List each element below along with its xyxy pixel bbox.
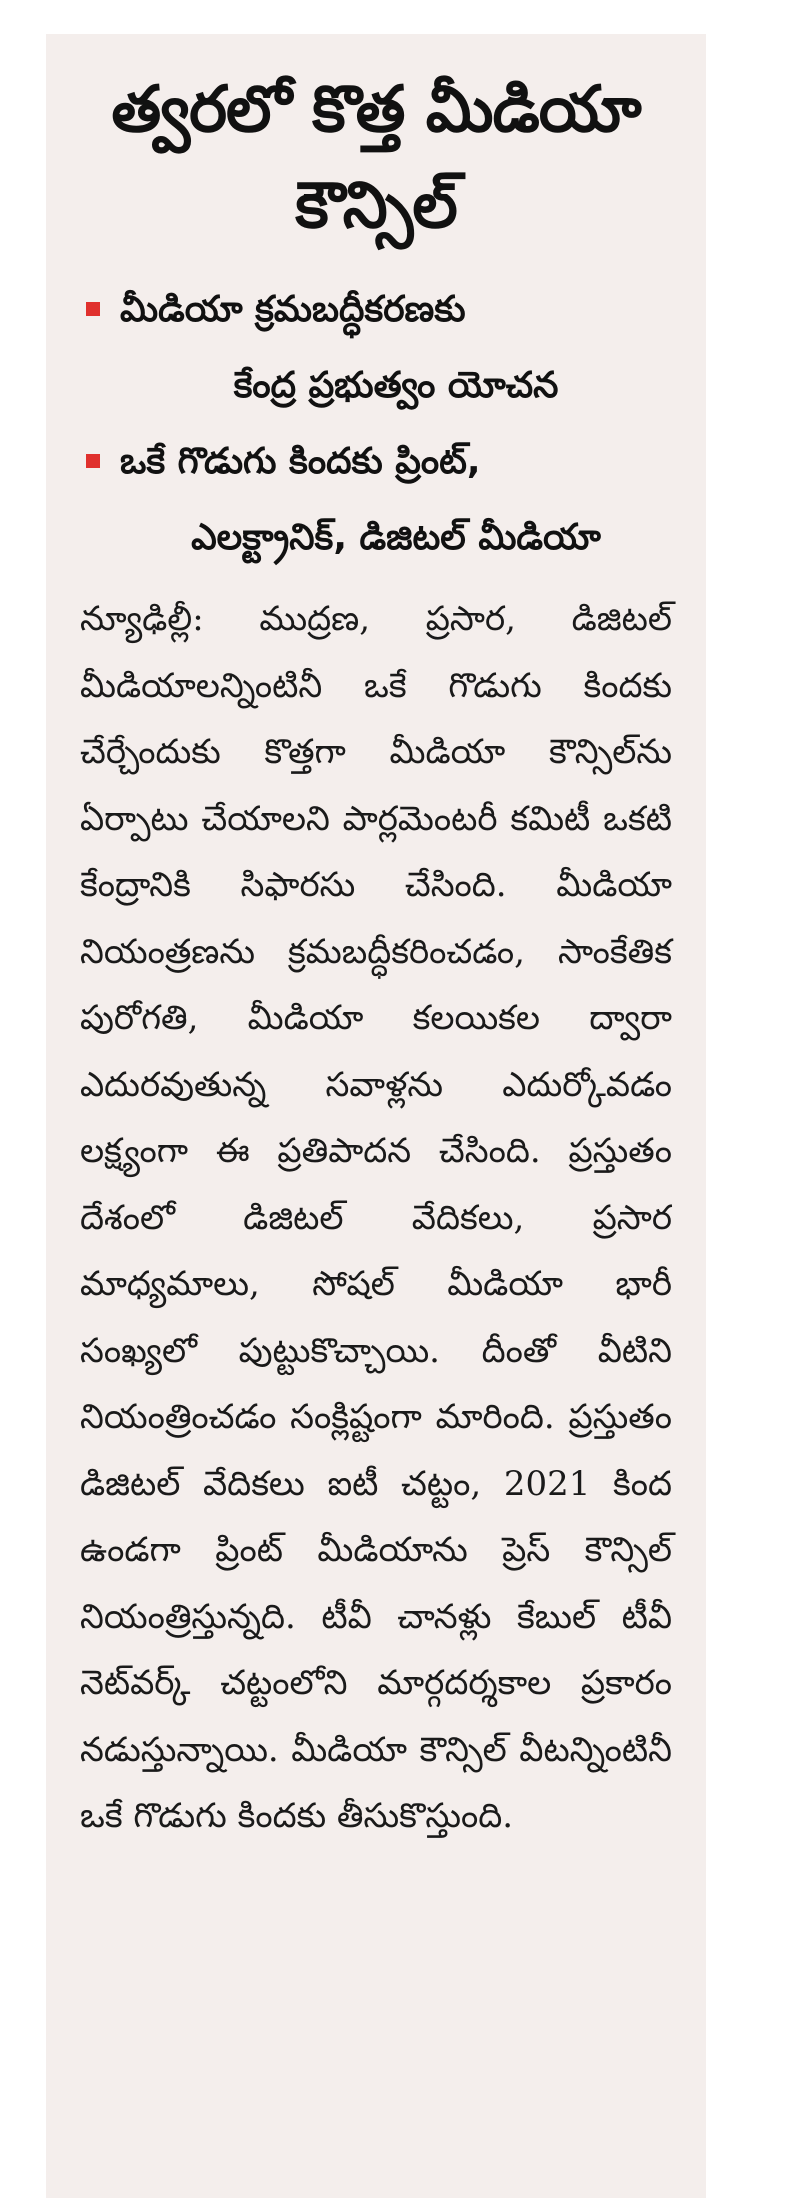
news-clipping [46, 34, 706, 2198]
subheadline-line: కేంద్ర ప్రభుత్వం యోచన [233, 365, 559, 406]
square-bullet-icon [86, 454, 100, 468]
subheadline-line: ఎలక్ట్రానిక్, డిజిటల్ మీడియా [191, 517, 601, 558]
subheadline-list [80, 272, 672, 576]
article-body: న్యూఢిల్లీ: ముద్రణ, ప్రసార, డిజిటల్ మీడియాలన్నింటినీ ఒకే గొడుగు కిందకు చేర్చేందుకు కొత్తగా మీడియా కౌన్సిల్‌ను ఏర్పాటు చేయాలని పార్లమెంటరీ కమిటీ ఒకటి కేంద్రానికి సిఫారసు చేసింది. మీడియా నియంత్రణను క్రమబద్ధీకరించడం, సాంకేతిక పురోగతి, మీడియా కలయికల ద్వారా ఎదురవుతున్న సవాళ్లను ఎదుర్కోవడం లక్ష్యంగా ఈ ప్రతిపాదన చేసింది. ప్రస్తుతం దేశంలో డిజిటల్ వేదికలు, ప్రసార మాధ్యమాలు, సోషల్ మీడియా భారీ సంఖ్యలో పుట్టుకొచ్చాయి. దీంతో వీటిని నియంత్రించడం సంక్లిష్టంగా మారింది. ప్రస్తుతం డిజిటల్ వేదికలు ఐటీ చట్టం, 2021 కింద ఉండగా ప్రింట్ మీడియాను ప్రెస్ కౌన్సిల్ నియంత్రిస్తున్నది. టీవీ చానళ్లు కేబుల్ టీవీ నెట్‌వర్క్ చట్టంలోని మార్గదర్శకాల ప్రకారం నడుస్తున్నాయి. మీడియా కౌన్సిల్ వీటన్నింటినీ ఒకే గొడుగు కిందకు తీసుకొస్తుంది. [80, 599, 672, 1836]
subheadline-line: మీడియా క్రమబద్ధీకరణకు [120, 289, 466, 330]
square-bullet-icon [86, 302, 100, 316]
subheadline-item [80, 424, 672, 576]
subheadline-item [80, 272, 672, 424]
subheadline-line: ఒకే గొడుగు కిందకు ప్రింట్, [120, 441, 481, 482]
headline: త్వరలో కొత్త మీడియా కౌన్సిల్ [111, 73, 641, 243]
